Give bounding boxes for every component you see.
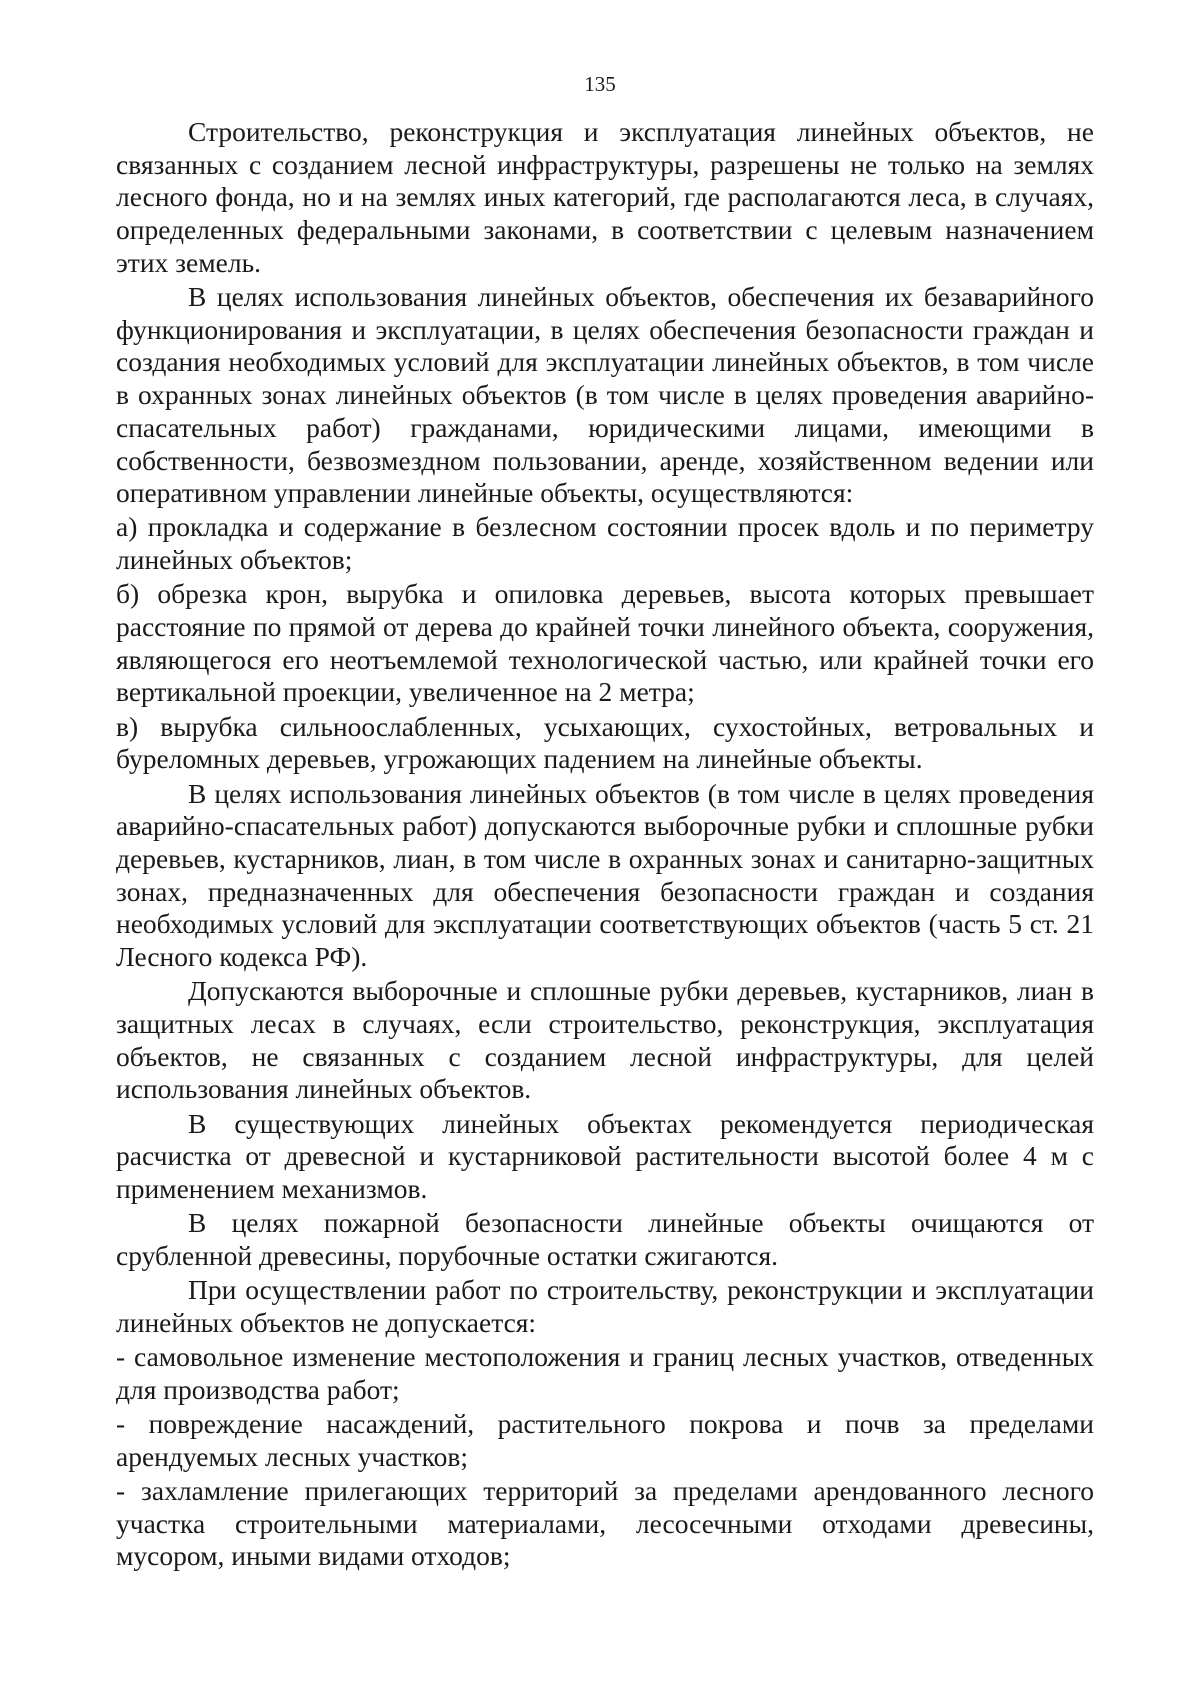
page-number: 135	[584, 72, 616, 96]
document-body	[116, 116, 1094, 1574]
list-item-vegetation-damage: - повреждение насаждений, растительного покрова и почв за пределами арендуемых лесных участков;	[116, 1407, 1094, 1472]
paragraph-construction-permitted: Строительство, реконструкция и эксплуатация линейных объектов, не связанных с созданием лесной инфраструктуры, разрешены не только на землях лесного фонда, но и на землях иных категорий, где располагаются леса, в случаях, определенных федеральными законами, в соответствии с целевым назначением этих земель.	[116, 116, 1094, 278]
paragraph-not-permitted-intro: При осуществлении работ по строительству, реконструкции и эксплуатации линейных объектов не допускается:	[116, 1274, 1094, 1338]
paragraph-fire-safety: В целях пожарной безопасности линейные объекты очищаются от срубленной древесины, порубочные остатки сжигаются.	[116, 1207, 1094, 1271]
paragraph-linear-objects-purposes: В целях использования линейных объектов, обеспечения их безаварийного функционирования и эксплуатации, в целях обеспечения безопасности граждан и создания необходимых условий для эксплуатации линейных объектов, в том числе в охранных зонах линейных объектов (в том числе в целях проведения аварийно-спасательных работ) гражданами, юридическими лицами, имеющими в собственности, безвозмездном пользовании, аренде, хозяйственном ведении или оперативном управлении линейные объекты, осуществляются:	[116, 281, 1094, 509]
list-item-boundary-change: - самовольное изменение местоположения и границ лесных участков, отведенных для производства работ;	[116, 1341, 1094, 1405]
list-item-littering: - захламление прилегающих территорий за пределами арендованного лесного участка строительными материалами, лесосечными отходами древесины, мусором, иными видами отходов;	[116, 1474, 1094, 1572]
list-item-b-crown-trimming: б) обрезка крон, вырубка и опиловка деревьев, высота которых превышает расстояние по прямой от дерева до крайней точки линейного объекта, сооружения, являющегося его неотъемлемой технологической частью, или крайней точки его вертикальной проекции, увеличенное на 2 метра;	[116, 578, 1094, 708]
paragraph-protective-forests: Допускаются выборочные и сплошные рубки деревьев, кустарников, лиан в защитных лесах в случаях, если строительство, реконструкция, эксплуатация объектов, не связанных с созданием лесной инфраструктуры, для целей использования линейных объектов.	[116, 975, 1094, 1105]
paragraph-periodic-clearing: В существующих линейных объектах рекомендуется периодическая расчистка от древесной и кустарниковой растительности высотой более 4 м с применением механизмов.	[116, 1107, 1094, 1204]
list-item-c-weakened-trees: в) вырубка сильноослабленных, усыхающих, сухостойных, ветровальных и буреломных деревьев, угрожающих падением на линейные объекты.	[116, 710, 1094, 775]
paragraph-selective-cutting: В целях использования линейных объектов (в том числе в целях проведения аварийно-спасательных работ) допускаются выборочные рубки и сплошные рубки деревьев, кустарников, лиан, в том числе в охранных зонах и санитарно-защитных зонах, предназначенных для обеспечения безопасности граждан и создания необходимых условий для эксплуатации соответствующих объектов (часть 5 ст. 21 Лесного кодекса РФ).	[116, 777, 1094, 973]
list-item-a-clearings: а) прокладка и содержание в безлесном состоянии просек вдоль и по периметру линейных объектов;	[116, 511, 1094, 576]
